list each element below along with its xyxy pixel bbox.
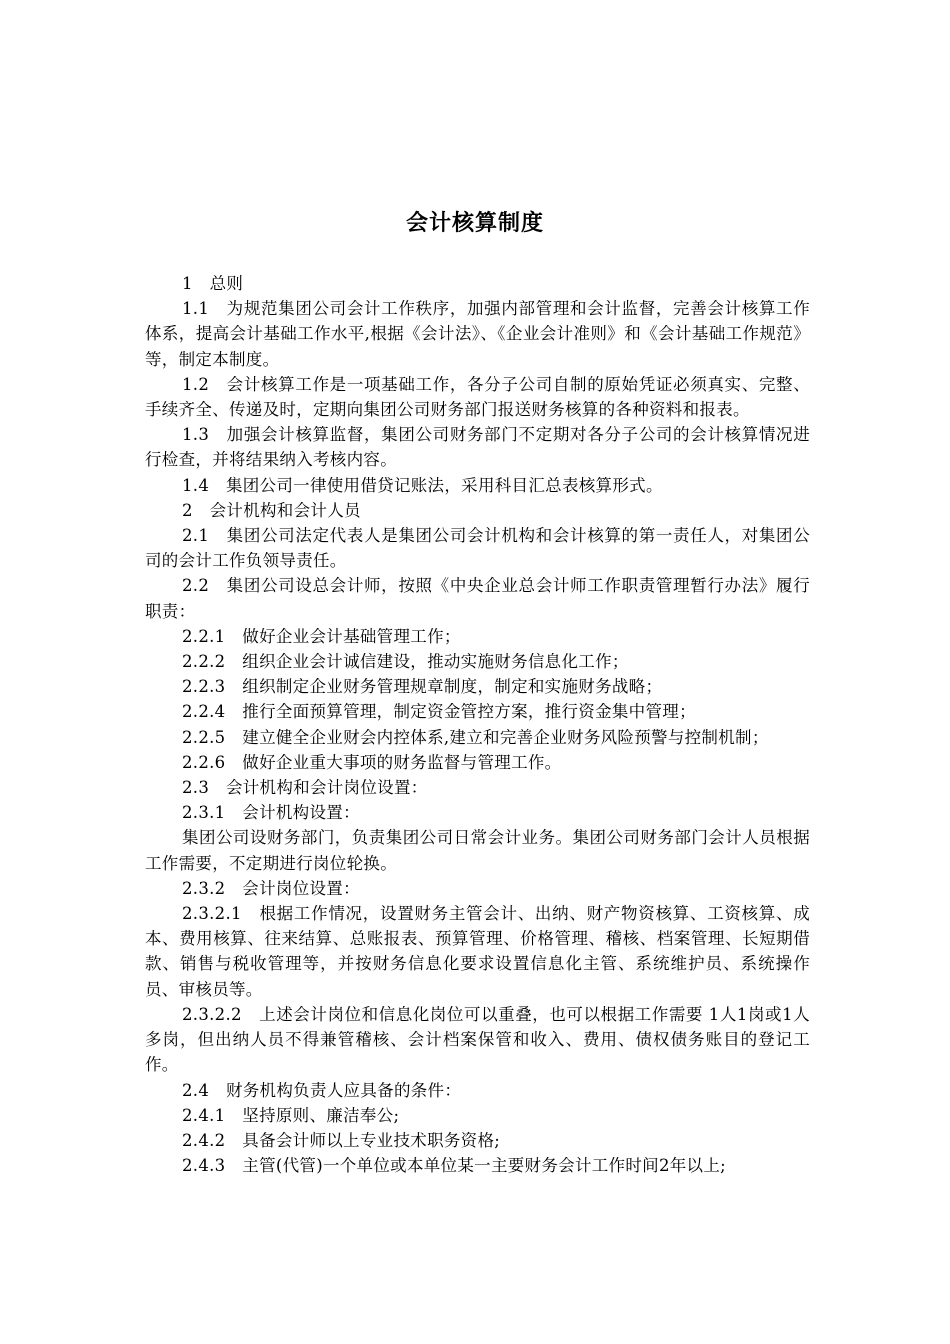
paragraph-2-3-1-body: 集团公司设财务部门，负责集团公司日常会计业务。集团公司财务部门会计人员根据工作需要，不定期进行岗位轮换。 xyxy=(145,828,810,873)
document-body xyxy=(145,271,810,1178)
paragraph-2-2-3: 2.2.3 组织制定企业财务管理规章制度，制定和实施财务战略； xyxy=(182,677,663,697)
paragraph-2-4-2: 2.4.2 具备会计师以上专业技术职务资格; xyxy=(182,1130,501,1150)
section-heading-general: 1 总则 xyxy=(182,274,244,293)
paragraph-2-3-1: 2.3.1 会计机构设置： xyxy=(182,803,360,823)
paragraph-1-3: 1.3 加强会计核算监督，集团公司财务部门不定期对各分子公司的会计核算情况进行检查，并将结果纳入考核内容。 xyxy=(145,425,810,470)
paragraph-2-2-1: 2.2.1 做好企业会计基础管理工作； xyxy=(182,626,461,646)
paragraph-1-2: 1.2 会计核算工作是一项基础工作，各分子公司自制的原始凭证必须真实、完整、手续齐全、传递及时，定期向集团公司财务部门报送财务核算的各种资料和报表。 xyxy=(145,374,810,420)
paragraph-2-2-6: 2.2.6 做好企业重大事项的财务监督与管理工作。 xyxy=(182,752,562,772)
paragraph-2-4: 2.4 财务机构负责人应具备的条件： xyxy=(182,1080,462,1100)
paragraph-2-2-4: 2.2.4 推行全面预算管理，制定资金管控方案，推行资金集中管理； xyxy=(182,702,696,722)
paragraph-1-4: 1.4 集团公司一律使用借贷记账法，采用科目汇总表核算形式。 xyxy=(182,475,663,495)
paragraph-2-2-5: 2.2.5 建立健全企业财会内控体系,建立和完善企业财务风险预警与控制机制； xyxy=(182,727,769,747)
section-heading-accounting-staff: 2 会计机构和会计人员 xyxy=(182,500,361,520)
paragraph-2-4-3: 2.4.3 主管(代管)一个单位或本单位某一主要财务会计工作时间2年以上; xyxy=(182,1156,727,1176)
document-title: 会计核算制度 xyxy=(405,211,544,236)
paragraph-2-3-2-2: 2.3.2.2 上述会计岗位和信息化岗位可以重叠，也可以根据工作需要 1人1岗或1人多岗，但出纳人员不得兼管稽核、会计档案保管和收入、费用、债权债务账目的登记工作。 xyxy=(145,1004,810,1075)
paragraph-2-3-2: 2.3.2 会计岗位设置： xyxy=(182,878,360,898)
paragraph-2-4-1: 2.4.1 坚持原则、廉洁奉公; xyxy=(182,1105,400,1125)
paragraph-2-3-2-1: 2.3.2.1 根据工作情况，设置财务主管会计、出纳、财产物资核算、工资核算、成本、费用核算、往来结算、总账报表、预算管理、价格管理、稽核、档案管理、长短期借款、销售与税收管理等，并按财务信息化要求设置信息化主管、系统维护员、系统操作员、审核员等。 xyxy=(145,904,810,999)
paragraph-2-2-2: 2.2.2 组织企业会计诚信建设，推动实施财务信息化工作； xyxy=(182,652,629,672)
paragraph-2-1: 2.1 集团公司法定代表人是集团公司会计机构和会计核算的第一责任人，对集团公司的会计工作负领导责任。 xyxy=(145,526,810,571)
paragraph-1-1: 1.1 为规范集团公司会计工作秩序，加强内部管理和会计监督，完善会计核算工作体系，提高会计基础工作水平,根据《会计法》、《企业会计准则》和《会计基础工作规范》等，制定本制度。 xyxy=(145,299,810,369)
paragraph-2-2: 2.2 集团公司设总会计师，按照《中央企业总会计师工作职责管理暂行办法》履行职责： xyxy=(145,576,810,621)
paragraph-2-3: 2.3 会计机构和会计岗位设置： xyxy=(182,778,428,798)
